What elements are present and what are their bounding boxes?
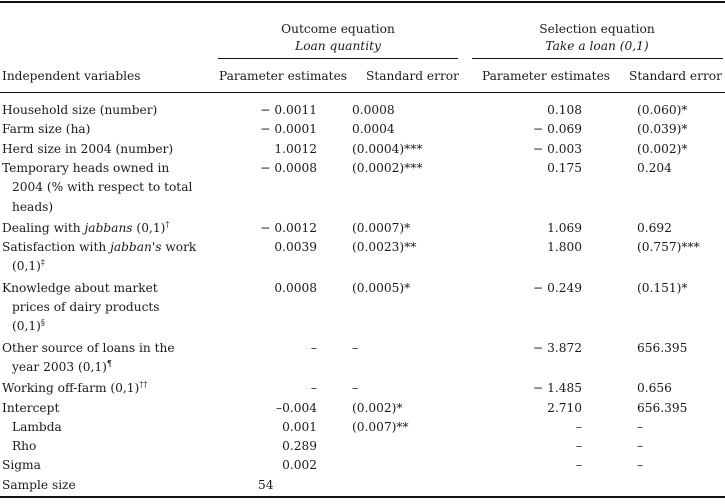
param-estimate-outcome: –: [310, 381, 317, 396]
label-text: (0,1): [12, 259, 41, 274]
std-error-outcome: 0.0004: [352, 122, 395, 137]
label-text: Satisfaction with: [2, 240, 111, 255]
row-label: [2, 476, 76, 495]
param-estimate-selection: − 0.003: [533, 141, 582, 156]
footnote-mark: §: [40, 318, 45, 328]
std-error-selection: –: [637, 419, 644, 434]
std-error-outcome: (0.002)*: [352, 400, 403, 415]
std-error-outcome: (0.0004)***: [352, 141, 423, 156]
row-label: [12, 198, 53, 217]
param-estimate-outcome: 54: [258, 477, 274, 492]
row-label: [2, 219, 169, 238]
param-estimate-selection: − 0.249: [533, 280, 582, 295]
row-label: [2, 456, 41, 475]
param-estimate-outcome: 0.0039: [274, 240, 317, 255]
param-estimate-selection: –: [575, 458, 582, 473]
row-label: [2, 339, 175, 358]
std-error-selection: 0.204: [637, 160, 672, 175]
std-error-outcome: –: [352, 340, 359, 355]
label-text: (0,1): [12, 319, 41, 334]
label-text: Herd size in 2004 (number): [2, 141, 174, 156]
param-estimate-selection: 1.069: [547, 220, 582, 235]
col-header-param1: Parameter estimates: [219, 69, 348, 83]
label-text: Farm size (ha): [2, 122, 91, 137]
footnote-mark: ‡: [40, 258, 45, 268]
label-text: year 2003 (0,1): [12, 359, 107, 374]
std-error-selection: (0.002)*: [637, 141, 688, 156]
std-error-selection: 0.692: [637, 220, 672, 235]
std-error-outcome: 0.0008: [352, 103, 395, 117]
std-error-outcome: (0.0005)*: [352, 280, 411, 295]
label-text: Dealing with: [2, 220, 85, 235]
param-estimate-outcome: − 0.0012: [260, 220, 317, 235]
row-label: [2, 379, 147, 398]
param-estimate-outcome: 0.0008: [274, 280, 317, 295]
label-text: Knowledge about market: [2, 280, 158, 295]
param-estimate-outcome: –0.004: [276, 400, 317, 415]
col-header-se2: Standard error: [629, 69, 722, 83]
outcome-subtitle-text: Loan quantity: [295, 39, 381, 53]
col-header-param2: Parameter estimates: [482, 69, 611, 83]
outcome-rule: [218, 58, 458, 59]
row-label: [2, 120, 90, 139]
row-label: [12, 418, 62, 437]
col-header-se1: Standard error: [366, 69, 459, 83]
param-estimate-selection: –: [575, 439, 582, 454]
row-label: [12, 358, 112, 377]
param-estimate-outcome: 0.289: [282, 439, 317, 454]
row-label: [2, 399, 59, 418]
label-text: Temporary heads owned in: [2, 160, 170, 175]
label-text: jabban's: [110, 240, 162, 255]
std-error-outcome: –: [352, 381, 359, 396]
label-text: (0,1): [132, 220, 166, 235]
param-estimate-selection: 0.108: [547, 103, 582, 117]
row-label: [2, 101, 157, 120]
outcome-equation-title: Outcome equation: [281, 22, 395, 36]
selection-subtitle-text: Take a loan (0,1): [545, 39, 649, 53]
std-error-outcome: (0.0002)***: [352, 160, 423, 175]
label-text: jabbans: [84, 220, 133, 235]
row-label: [2, 238, 196, 257]
param-estimate-outcome: 0.001: [282, 419, 317, 434]
row-label: [2, 140, 173, 159]
std-error-selection: (0.757)***: [637, 240, 700, 255]
label-text: Other source of loans in the: [2, 340, 175, 355]
label-text: Sample size: [2, 477, 76, 492]
row-label: [12, 298, 160, 317]
std-error-outcome: (0.0007)*: [352, 220, 411, 235]
label-text: 2004 (% with respect to total: [12, 180, 193, 195]
row-label: [2, 159, 169, 178]
top-rule: [0, 1, 725, 3]
param-estimate-outcome: − 0.0008: [260, 160, 317, 175]
label-text: work: [161, 240, 197, 255]
row-label: [2, 279, 158, 298]
param-estimate-outcome: − 0.0001: [260, 122, 317, 137]
label-text: Household size (number): [2, 103, 158, 117]
std-error-outcome: (0.0023)**: [352, 240, 417, 255]
label-text: Sigma: [2, 458, 41, 473]
footnote-mark: ††: [139, 380, 148, 390]
std-error-selection: (0.039)*: [637, 122, 688, 137]
selection-equation-subtitle: [472, 37, 722, 56]
label-text: Working off-farm (0,1): [2, 381, 140, 396]
std-error-selection: 656.395: [637, 340, 688, 355]
param-estimate-selection: − 0.069: [533, 122, 582, 137]
label-text: Rho: [12, 439, 37, 454]
param-estimate-selection: 0.175: [547, 160, 582, 175]
label-text: Intercept: [2, 400, 60, 415]
footnote-mark: †: [165, 219, 170, 229]
param-estimate-outcome: –: [310, 340, 317, 355]
row-label: [12, 257, 45, 276]
selection-equation-title: Selection equation: [539, 22, 655, 36]
param-estimate-selection: − 3.872: [533, 340, 582, 355]
col-header-variables: Independent variables: [2, 69, 141, 83]
label-text: prices of dairy products: [12, 300, 160, 314]
param-estimate-selection: − 1.485: [533, 381, 582, 396]
std-error-selection: (0.151)*: [637, 280, 688, 295]
param-estimate-outcome: 0.002: [282, 458, 317, 473]
label-text: heads): [12, 199, 54, 214]
selection-rule: [472, 58, 723, 59]
param-estimate-outcome: 1.0012: [274, 141, 317, 156]
std-error-selection: (0.060)*: [637, 103, 688, 117]
label-text: Lambda: [12, 419, 62, 434]
std-error-selection: –: [637, 439, 644, 454]
outcome-equation-subtitle: [218, 37, 458, 56]
row-label: [12, 317, 45, 336]
param-estimate-selection: 1.800: [547, 240, 582, 255]
row-label: [12, 178, 192, 197]
param-estimate-selection: 2.710: [547, 400, 582, 415]
std-error-outcome: (0.007)**: [352, 419, 409, 434]
param-estimate-selection: –: [575, 419, 582, 434]
header-rule: [0, 92, 725, 93]
footnote-mark: ¶: [106, 358, 112, 368]
std-error-selection: –: [637, 458, 644, 473]
param-estimate-outcome: − 0.0011: [260, 103, 317, 117]
row-label: [12, 437, 36, 456]
bottom-rule: [0, 496, 725, 498]
std-error-selection: 0.656: [637, 381, 672, 396]
std-error-selection: 656.395: [637, 400, 688, 415]
